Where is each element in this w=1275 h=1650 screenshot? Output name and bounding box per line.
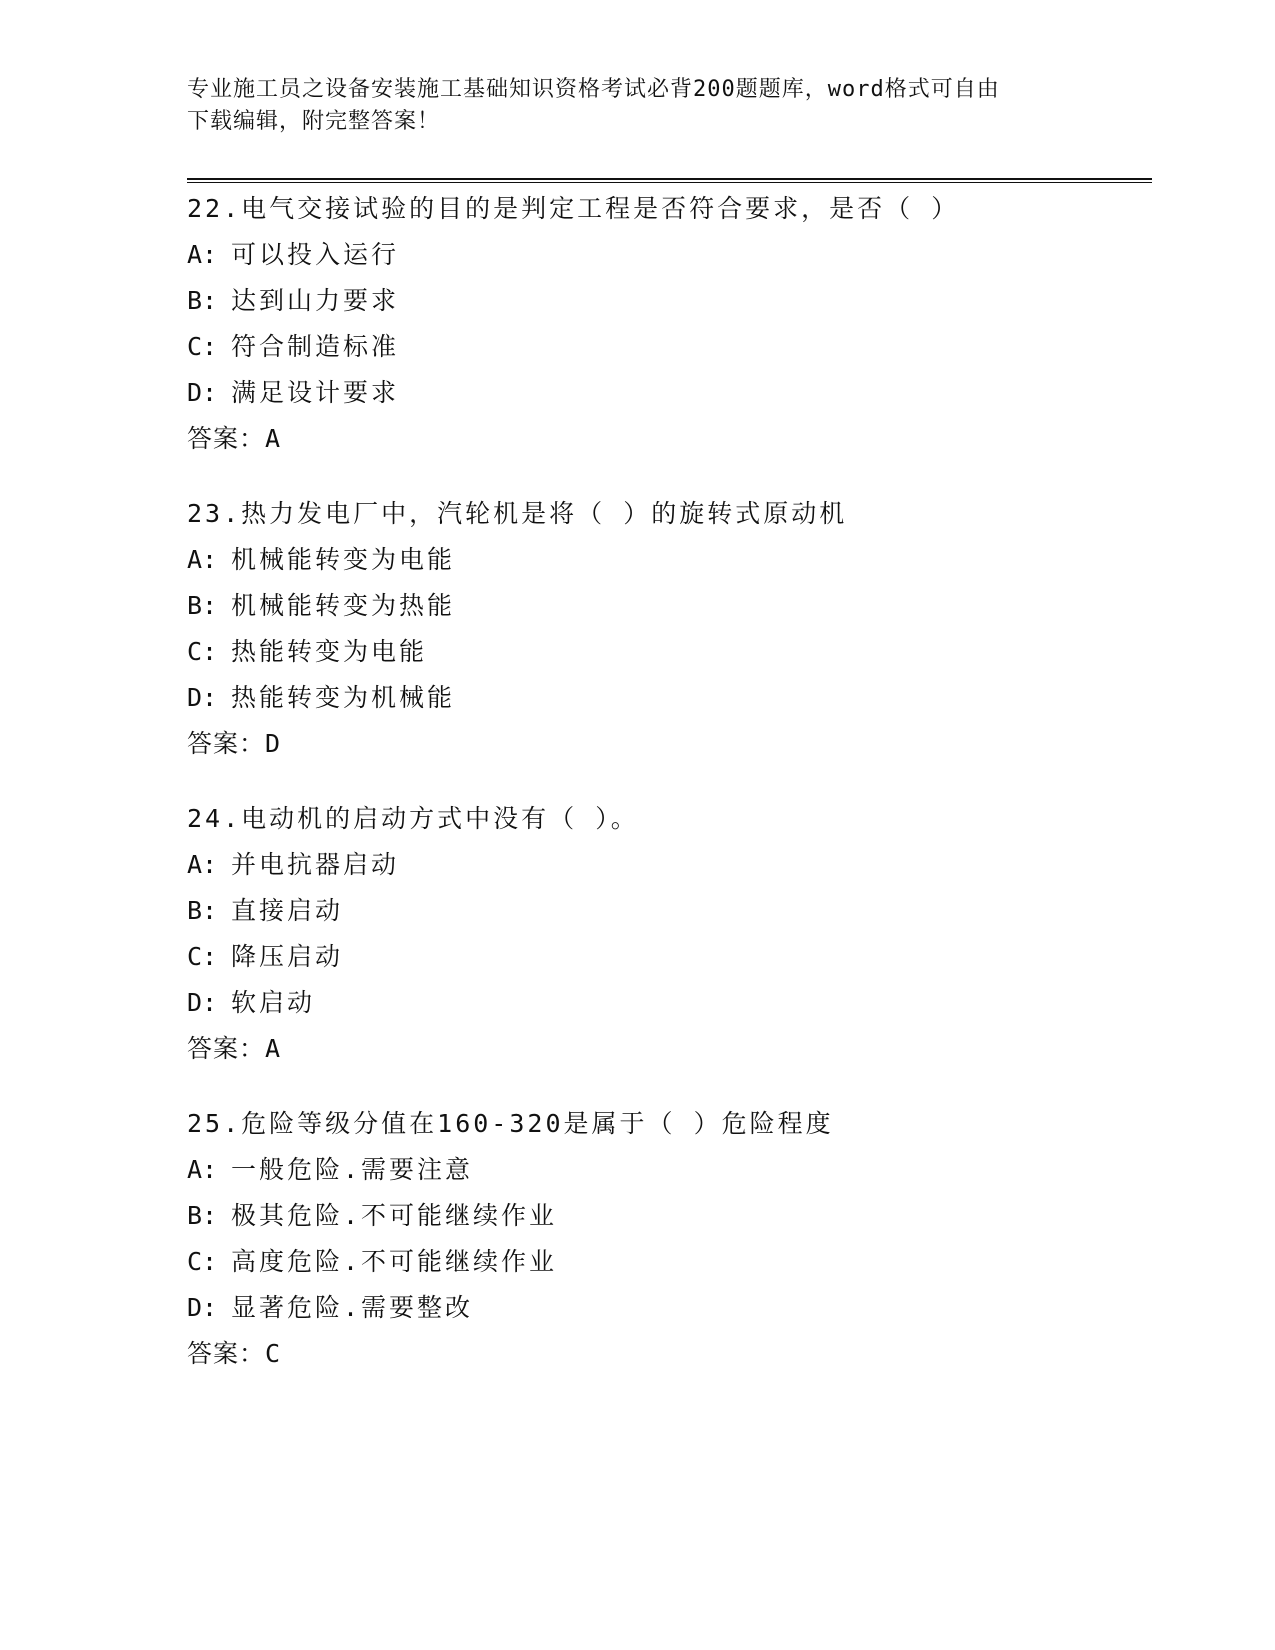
option-text: 一般危险.需要注意 xyxy=(231,1155,474,1184)
option-d xyxy=(187,675,1147,721)
option-letter: D: xyxy=(187,683,218,712)
option-text: 热能转变为电能 xyxy=(231,637,428,666)
question-stem: 24.电动机的启动方式中没有（ ）。 xyxy=(187,804,639,833)
answer-label: 答案： xyxy=(187,424,266,453)
option-text: 符合制造标准 xyxy=(231,332,400,361)
option-letter: C: xyxy=(187,332,218,361)
option-b xyxy=(187,583,1147,629)
option-letter: A: xyxy=(187,1155,218,1184)
option-text: 极其危险.不可能继续作业 xyxy=(231,1201,558,1230)
option-text: 并电抗器启动 xyxy=(231,850,400,879)
answer-value: C xyxy=(265,1339,281,1368)
answer-label: 答案： xyxy=(187,729,266,758)
option-a xyxy=(187,1147,1147,1193)
option-text: 达到山力要求 xyxy=(231,286,400,315)
option-letter: A: xyxy=(187,545,218,574)
option-letter: D: xyxy=(187,378,218,407)
option-letter: D: xyxy=(187,988,218,1017)
question-25 xyxy=(187,1101,1147,1377)
option-letter: B: xyxy=(187,1201,218,1230)
option-c xyxy=(187,934,1147,980)
option-c xyxy=(187,1239,1147,1285)
answer-label: 答案： xyxy=(187,1339,266,1368)
option-text: 直接启动 xyxy=(231,896,344,925)
option-letter: C: xyxy=(187,637,218,666)
option-a xyxy=(187,842,1147,888)
header-divider-thick xyxy=(187,178,1152,180)
option-a xyxy=(187,537,1147,583)
option-letter: B: xyxy=(187,591,218,620)
question-24 xyxy=(187,796,1147,1072)
option-letter: C: xyxy=(187,1247,218,1276)
option-text: 热能转变为机械能 xyxy=(231,683,456,712)
answer-line xyxy=(187,1331,1147,1377)
answer-value: D xyxy=(265,729,281,758)
option-letter: B: xyxy=(187,896,218,925)
option-text: 满足设计要求 xyxy=(231,378,400,407)
option-d xyxy=(187,980,1147,1026)
option-text: 机械能转变为电能 xyxy=(231,545,456,574)
option-b xyxy=(187,1193,1147,1239)
option-b xyxy=(187,888,1147,934)
option-text: 显著危险.需要整改 xyxy=(231,1293,474,1322)
question-stem: 25.危险等级分值在160-320是属于（ ）危险程度 xyxy=(187,1109,834,1138)
option-text: 软启动 xyxy=(231,988,316,1017)
option-text: 机械能转变为热能 xyxy=(231,591,456,620)
option-text: 降压启动 xyxy=(231,942,344,971)
question-22 xyxy=(187,186,1147,462)
option-letter: C: xyxy=(187,942,218,971)
answer-line xyxy=(187,416,1147,462)
header-line-2: 下载编辑，附完整答案！ xyxy=(187,109,441,134)
option-text: 可以投入运行 xyxy=(231,240,400,269)
answer-value: A xyxy=(265,424,281,453)
option-b xyxy=(187,278,1147,324)
option-text: 高度危险.不可能继续作业 xyxy=(231,1247,558,1276)
document-header xyxy=(187,74,1067,138)
option-letter: A: xyxy=(187,850,218,879)
option-a xyxy=(187,232,1147,278)
answer-value: A xyxy=(265,1034,281,1063)
option-d xyxy=(187,1285,1147,1331)
question-stem: 22.电气交接试验的目的是判定工程是否符合要求，是否（ ） xyxy=(187,194,960,223)
option-c xyxy=(187,324,1147,370)
answer-line xyxy=(187,1026,1147,1072)
option-c xyxy=(187,629,1147,675)
question-stem: 23.热力发电厂中，汽轮机是将（ ）的旋转式原动机 xyxy=(187,499,848,528)
answer-line xyxy=(187,721,1147,767)
header-divider-thin xyxy=(187,182,1152,183)
header-line-1: 专业施工员之设备安装施工基础知识资格考试必背200题题库，word格式可自由 xyxy=(187,77,1000,102)
option-letter: A: xyxy=(187,240,218,269)
option-letter: B: xyxy=(187,286,218,315)
question-23 xyxy=(187,491,1147,767)
option-d xyxy=(187,370,1147,416)
answer-label: 答案： xyxy=(187,1034,266,1063)
option-letter: D: xyxy=(187,1293,218,1322)
